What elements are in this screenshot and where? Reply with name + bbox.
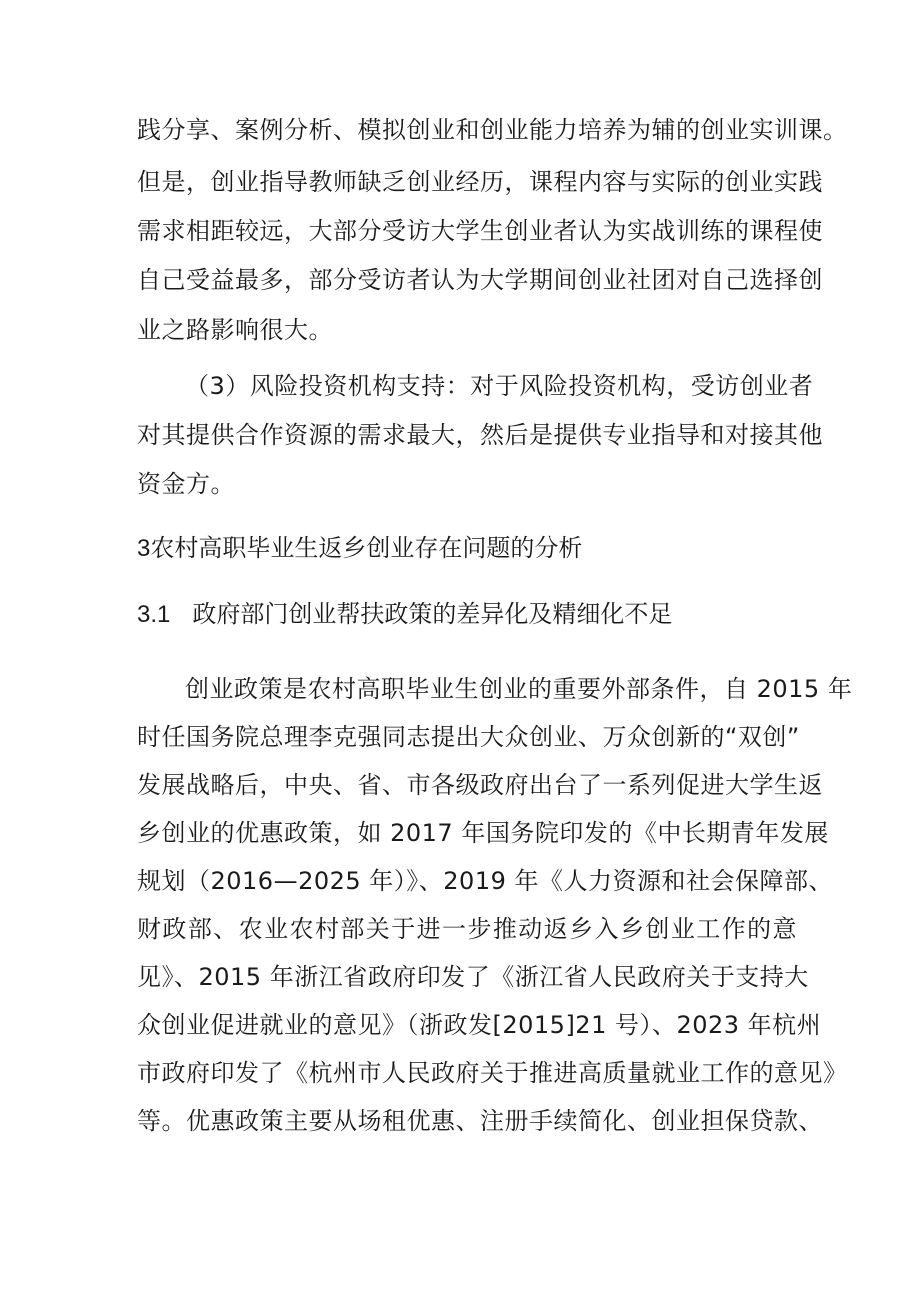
paragraph-line: 等。优惠政策主要从场租优惠、注册手续简化、创业担保贷款、 bbox=[137, 1107, 823, 1135]
paragraph-line: 但是，创业指导教师缺乏创业经历，课程内容与实际的创业实践 bbox=[137, 168, 823, 196]
paragraph-line: 践分享、案例分析、模拟创业和创业能力培养为辅的创业实训课。 bbox=[137, 116, 848, 144]
paragraph-line: 业之路影响很大。 bbox=[137, 316, 333, 344]
section-heading bbox=[137, 532, 582, 566]
subsection-heading bbox=[137, 598, 672, 632]
paragraph-line: 对其提供合作资源的需求最大，然后是提供专业指导和对接其他 bbox=[137, 421, 823, 449]
paragraph-line: 需求相距较远，大部分受访大学生创业者认为实战训练的课程使 bbox=[137, 217, 823, 245]
paragraph-line: 自己受益最多，部分受访者认为大学期间创业社团对自己选择创 bbox=[137, 266, 823, 294]
paragraph-line: 见》、2015 年浙江省政府印发了《浙江省人民政府关于支持大 bbox=[137, 963, 809, 991]
subsection-title: 政府部门创业帮扶政策的差异化及精细化不足 bbox=[192, 601, 673, 628]
paragraph-line: 财政部、农业农村部关于进一步推动返乡入乡创业工作的意 bbox=[137, 915, 797, 943]
paragraph-line: （3）风险投资机构支持：对于风险投资机构，受访创业者 bbox=[185, 372, 814, 400]
paragraph-line: 时任国务院总理李克强同志提出大众创业、万众创新的“双创” bbox=[137, 723, 800, 751]
subsection-number: 3.1 bbox=[137, 601, 171, 628]
paragraph-line: 市政府印发了《杭州市人民政府关于推进高质量就业工作的意见》 bbox=[137, 1059, 848, 1087]
paragraph-line: 众创业促进就业的意见》（浙政发[2015]21 号）、2023 年杭州 bbox=[137, 1011, 822, 1039]
paragraph-line: 发展战略后，中央、省、市各级政府出台了一系列促进大学生返 bbox=[137, 771, 823, 799]
paragraph-line: 规划（2016—2025 年）》、2019 年《人力资源和社会保障部、 bbox=[137, 867, 833, 895]
section-title: 农村高职毕业生返乡创业存在问题的分析 bbox=[150, 535, 583, 562]
paragraph-line: 创业政策是农村高职毕业生创业的重要外部条件，自 2015 年 bbox=[185, 675, 853, 703]
paragraph-line: 资金方。 bbox=[137, 470, 235, 498]
paragraph-line: 乡创业的优惠政策，如 2017 年国务院印发的《中长期青年发展 bbox=[137, 819, 829, 847]
section-number: 3 bbox=[137, 535, 151, 562]
